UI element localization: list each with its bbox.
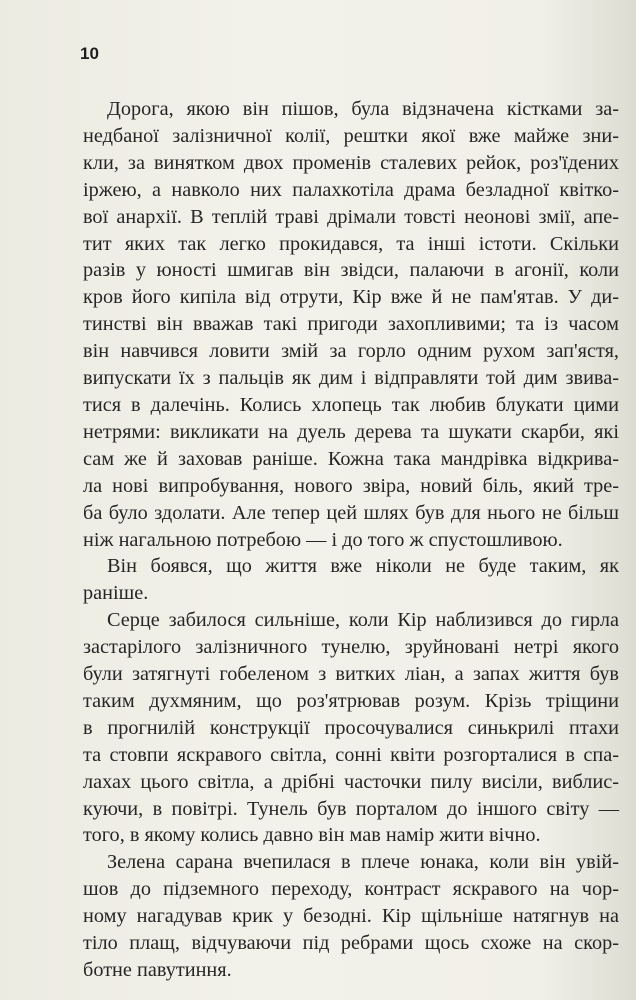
text-line: сам же й заховав раніше. Кожна така мандрівка відкрива-: [83, 447, 619, 470]
text-line: ботне павутиння.: [83, 959, 232, 981]
paragraph: [83, 607, 619, 849]
text-line: іржею, а навколо них палахкотіла драма безладної квітко-: [83, 178, 619, 201]
body-text: [83, 96, 619, 984]
text-line: кли, за винятком двох променів сталевих рейок, роз'їдених: [83, 151, 619, 174]
page-number: 10: [80, 44, 99, 63]
text-line: разів у юності шмигав він звідси, палаючи в агонії, коли: [83, 259, 619, 282]
text-line: в прогнилій конструкції просочувалися синькрилі птахи: [83, 716, 619, 739]
paragraph: [83, 553, 619, 607]
text-line: Він боявся, що життя вже ніколи не буде таким, як: [107, 555, 619, 578]
text-line: нетрями: викликати на дуель дерева та шукати скарби, які: [83, 420, 619, 443]
text-line: Серце забилося сильніше, коли Кір наблизився до гирла: [107, 609, 619, 632]
text-line: раніше.: [83, 582, 149, 605]
text-line: кров його кипіла від отрути, Кір вже й не пам'ятав. У ди-: [83, 286, 619, 309]
text-line: застарілого залізничного тунелю, зруйновані нетрі якого: [83, 636, 619, 659]
text-line: таким духмяним, що роз'ятрював розум. Крізь тріщини: [83, 689, 619, 712]
text-line: вої анархії. В теплій траві дрімали товсті неонові змії, апе-: [83, 205, 619, 228]
paragraph: [83, 849, 619, 984]
text-line: Дорога, якою він пішов, була відзначена кістками за-: [107, 98, 619, 120]
text-line: ла нові випробування, нового звіра, новий біль, який тре-: [83, 474, 619, 497]
text-line: тіло плащ, відчуваючи під ребрами щось схоже на скор-: [83, 932, 619, 955]
text-line: та стовпи яскравого світла, сонні квіти розгорталися в спа-: [83, 743, 619, 766]
text-line: тися в далечінь. Колись хлопець так любив блукати цими: [83, 393, 619, 416]
text-line: ному нагадував крик у безодні. Кір щільніше натягнув на: [83, 905, 619, 928]
text-line: ба було здолати. Але тепер цей шлях був для нього не більш: [83, 501, 619, 524]
text-line: ніж нагальною потребою — і до того ж спустошливою.: [83, 528, 563, 551]
text-line: випускати їх з пальців як дим і відправляти той дим звива-: [83, 367, 619, 390]
text-line: недбаної залізничної колії, рештки якої вже майже зни-: [83, 124, 619, 147]
paragraph: [83, 96, 619, 553]
text-line: куючи, в повітрі. Тунель був порталом до іншого світу —: [83, 797, 619, 820]
text-line: того, в якому колись давно він мав намір жити вічно.: [83, 824, 541, 847]
text-line: лахах цього світла, а дрібні часточки пилу висіли, виблис-: [83, 770, 619, 793]
text-line: він навчився ловити змій за горло одним рухом зап'ястя,: [83, 340, 619, 363]
text-line: шов до підземного переходу, контраст яскравого на чор-: [83, 878, 619, 901]
text-line: були затягнуті гобеленом з витких ліан, а запах життя був: [83, 663, 619, 686]
text-line: тит яких так легко прокидався, та інші істоти. Скільки: [83, 232, 619, 255]
text-line: тинстві він вважав такі пригоди захопливими; та із часом: [83, 313, 619, 336]
text-line: Зелена сарана вчепилася в плече юнака, коли він увій-: [107, 851, 619, 874]
